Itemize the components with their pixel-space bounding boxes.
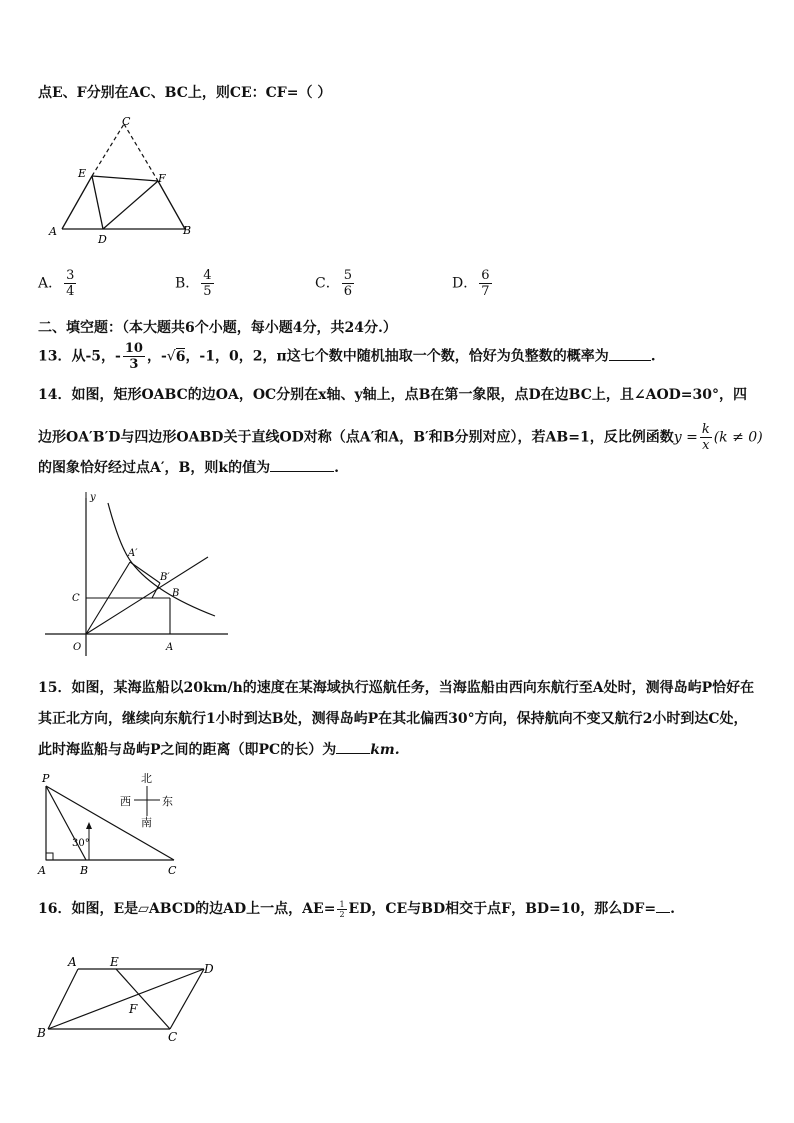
q15-navigation-figure: [34, 768, 214, 880]
label-b: B: [183, 224, 192, 237]
label-o: O: [73, 642, 82, 653]
label-b: B: [37, 1026, 46, 1040]
q15-line2: 其正北方向，继续向东航行1小时到达B处，测得岛屿P在其北偏西30°方向，保持航向不变又航行2小时到达C处，: [38, 711, 748, 727]
label-c: C: [72, 593, 80, 604]
option-d[interactable]: D． $\frac{6}{7}$: [452, 268, 490, 299]
q14-line1: 14．如图，矩形OABC的边OA，OC分别在x轴、y轴上，点B在第一象限，点D在边BC上，且∠AOD=30°，四: [38, 387, 748, 403]
label-e: E: [110, 955, 119, 969]
label-b: B: [172, 588, 180, 599]
label-c: C: [168, 1030, 178, 1044]
compass-west: 西: [120, 795, 131, 808]
angle-label: 30°: [72, 838, 90, 849]
label-p: P: [42, 772, 50, 785]
q12-stem: 点E、F分别在AC、BC上，则CE：CF=（ ）: [38, 85, 332, 101]
q14-hyperbola-figure: [40, 488, 235, 660]
label-f: F: [129, 1002, 138, 1016]
label-a: A: [38, 864, 46, 877]
label-d: D: [204, 962, 214, 976]
label-d: D: [98, 233, 107, 246]
answer-blank-14[interactable]: [270, 471, 334, 472]
compass-north: 北: [141, 772, 152, 785]
label-c: C: [122, 115, 131, 128]
compass-south: 南: [141, 816, 152, 829]
label-a: A: [49, 225, 57, 238]
q15-line3: 此时海监船与岛屿P之间的距离（即PC的长）为 km.: [38, 742, 400, 758]
label-f: F: [158, 172, 166, 185]
label-a: A: [166, 642, 174, 653]
label-c: C: [168, 864, 177, 877]
label-e: E: [78, 167, 87, 180]
sqrt-sign: √: [166, 348, 176, 365]
label-a: A: [68, 955, 77, 969]
compass-east: 东: [162, 795, 173, 808]
q16-text: 16．如图，E是▱ABCD的边AD上一点，AE= $\frac{1}{2}$ ED，CE与BD相交于点F，BD=10，那么DF= .: [38, 899, 675, 919]
answer-blank-13[interactable]: [609, 360, 651, 361]
q12-triangle-figure: [40, 112, 210, 247]
q16-parallelogram-figure: [34, 955, 224, 1047]
option-a[interactable]: A． $\frac{3}{4}$: [38, 268, 75, 299]
answer-blank-15[interactable]: [336, 753, 370, 754]
q14-line2: 边形OA′B′D与四边形OABD关于直线OD对称（点A′和A，B′和B分别对应），若AB=1，反比例函数y = $\frac{k}{x}$ (k ≠ 0): [38, 422, 763, 453]
option-b[interactable]: B． $\frac{4}{5}$: [175, 268, 212, 299]
q15-line1: 15．如图，某海监船以20km/h的速度在某海域执行巡航任务，当海监船由西向东航行至A处时，测得岛屿P恰好在: [38, 680, 755, 696]
option-c[interactable]: C． $\frac{5}{6}$: [315, 268, 352, 299]
axis-y-label: y: [90, 492, 96, 503]
label-b-prime: B′: [160, 572, 170, 583]
section-heading: 二、填空题：（本大题共6个小题，每小题4分，共24分.）: [38, 320, 397, 336]
q14-line3: 的图象恰好经过点A′，B，则k的值为 .: [38, 460, 339, 476]
answer-blank-16[interactable]: [656, 912, 670, 913]
q13-text: 13．从-5，- $\frac{10}{3}$ ，-√6，-1，0，2，π这七个数中随机抽取一个数，恰好为负整数的概率为 .: [38, 341, 656, 372]
label-b: B: [80, 864, 89, 877]
label-a-prime: A′: [128, 548, 138, 559]
